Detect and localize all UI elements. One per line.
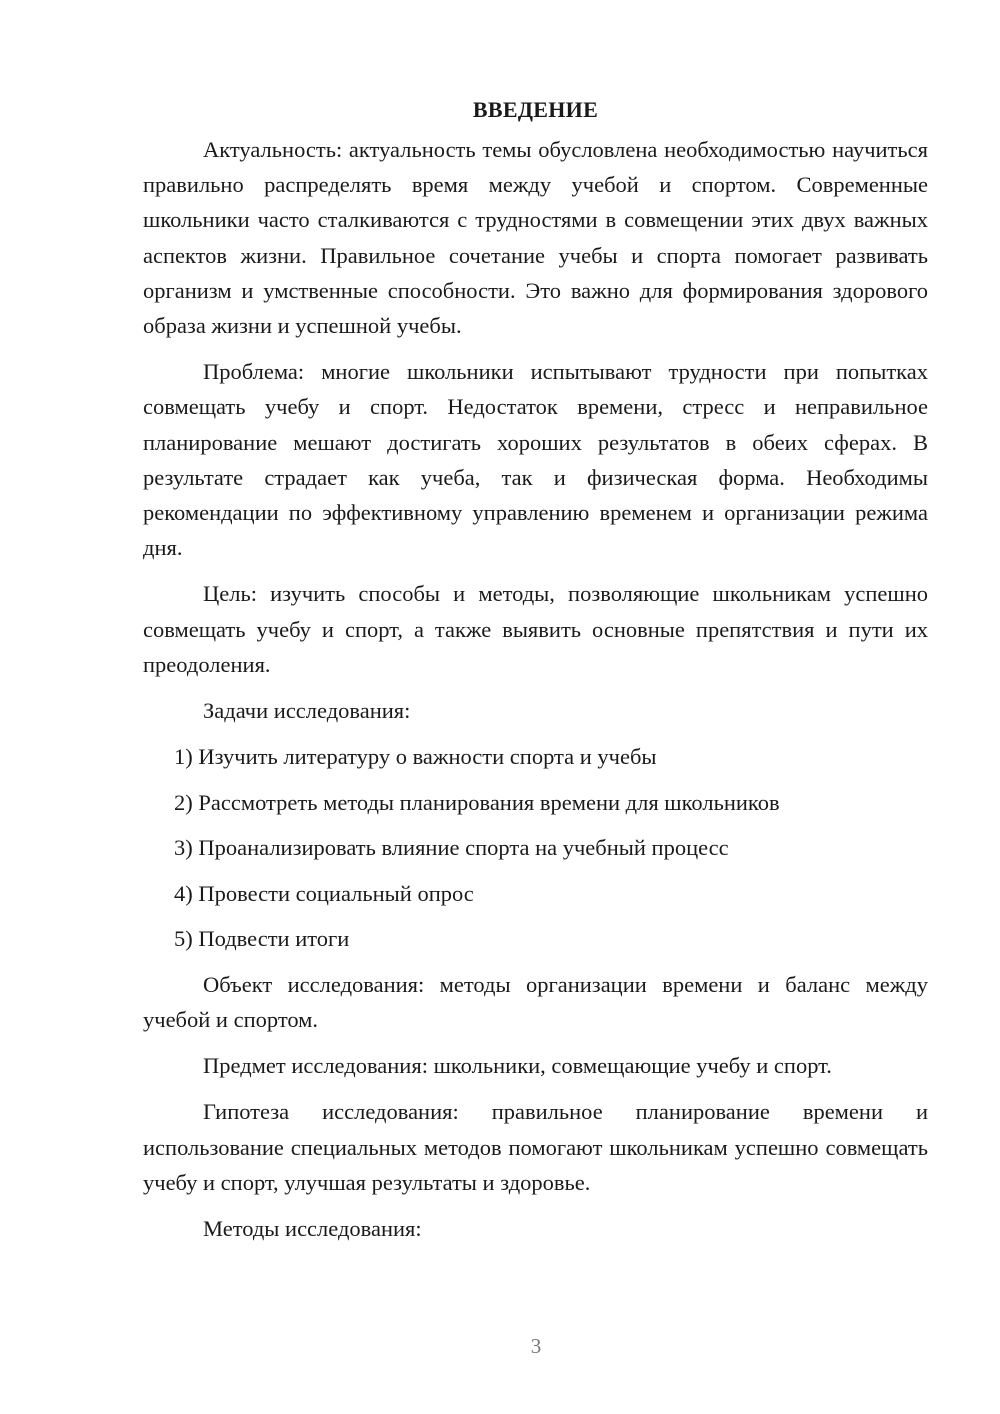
list-item: 5) Подвести итоги	[174, 926, 350, 952]
paragraph-subject: Предмет исследования: школьники, совмещающие учебу и спорт.	[203, 1053, 832, 1079]
paragraph-methods-heading: Методы исследования:	[203, 1215, 422, 1241]
document-page	[143, 92, 928, 1257]
paragraph-tasks-heading: Задачи исследования:	[203, 698, 411, 724]
list-item: 4) Провести социальный опрос	[174, 880, 474, 906]
list-item: 1) Изучить литературу о важности спорта и учебы	[174, 744, 657, 770]
list-item: 2) Рассмотреть методы планирования времени для школьников	[174, 789, 780, 815]
paragraph-goal: Цель: изучить способы и методы, позволяющие школьникам успешно совмещать учебу и спорт, а также выявить основные препятствия и пути их преодоления.	[143, 581, 928, 677]
paragraph-problem: Проблема: многие школьники испытывают трудности при попытках совмещать учебу и спорт. Недостаток времени, стресс и неправильное планирование мешают достигать хороших результатов в обеих сферах. В результате страдает как учеба, так и физическая форма. Необходимы рекомендации по эффективному управлению временем и организации режима дня.	[143, 359, 928, 561]
page-number: 3	[530, 1334, 542, 1358]
section-title: ВВЕДЕНИЕ	[472, 97, 599, 122]
list-item: 3) Проанализировать влияние спорта на учебный процесс	[174, 835, 729, 861]
paragraph-relevance: Актуальность: актуальность темы обусловлена необходимостью научиться правильно распределять время между учебой и спортом. Современные школьники часто сталкиваются с трудностями в совмещении этих двух важных аспектов жизни. Правильное сочетание учебы и спорта помогает развивать организм и умственные способности. Это важно для формирования здорового образа жизни и успешной учебы.	[143, 137, 928, 339]
paragraph-object: Объект исследования: методы организации времени и баланс между учебой и спортом.	[143, 971, 928, 1032]
paragraph-hypothesis: Гипотеза исследования: правильное планирование времени и использование специальных методов помогают школьникам успешно совмещать учебу и спорт, улучшая результаты и здоровье.	[143, 1099, 928, 1195]
tasks-list	[143, 739, 928, 956]
